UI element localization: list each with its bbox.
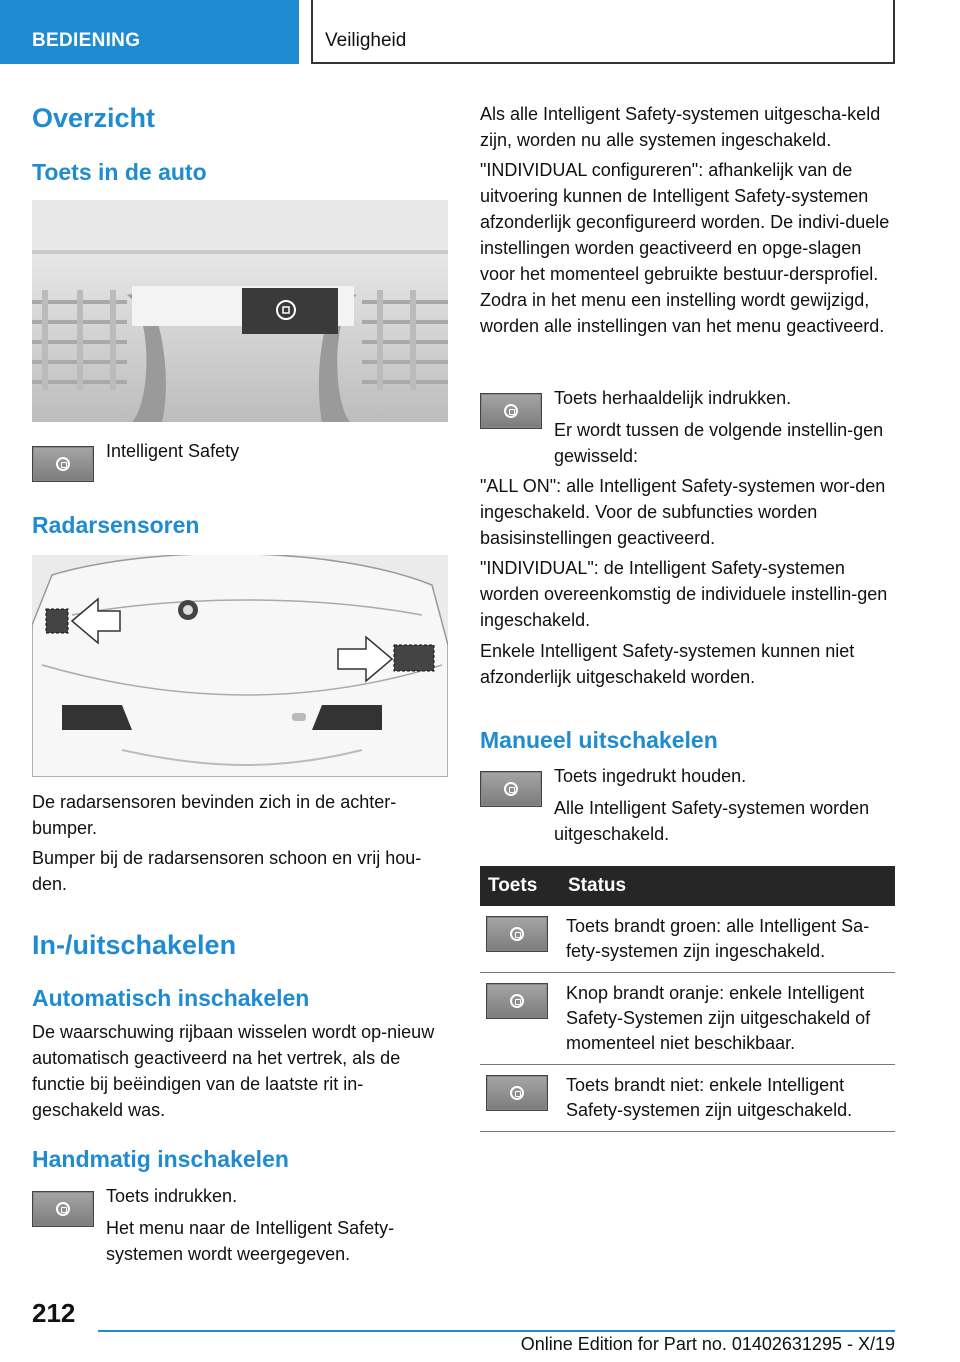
auto-heading: Automatisch inschakelen: [32, 985, 310, 1011]
table-row: [480, 973, 895, 1065]
section-tab[interactable]: [0, 0, 299, 64]
intelligent-safety-button-icon: [486, 1075, 548, 1111]
radar-heading: Radarsensoren: [32, 512, 200, 538]
press-paragraph-1: Toets herhaaldelijk indrukken.: [554, 388, 792, 408]
chapter-tab: [311, 0, 895, 64]
dashboard-photo: [32, 200, 448, 422]
table-header-row: [480, 866, 895, 906]
manual-heading: Manueel uitschakelen: [480, 727, 718, 753]
all-on-paragraph: "ALL ON": alle Intelligent Safety-systemen wor-den ingeschakeld. Voor de subfuncties worden basisinstellingen geactiveerd.: [480, 476, 886, 548]
radar-paragraph-2: Bumper bij de radarsensoren schoon en vrij hou-den.: [32, 848, 422, 894]
section-label: BEDIENING: [32, 30, 141, 51]
individual-paragraph: "INDIVIDUAL": de Intelligent Safety-systemen worden overeenkomstig de individuele instellin-gen ingeschakeld.: [480, 558, 888, 630]
table-row: [480, 1065, 895, 1132]
status-cell: Toets brandt groen: alle Intelligent Sa-fety-systemen zijn ingeschakeld.: [560, 906, 895, 973]
intelligent-safety-button-icon[interactable]: [32, 446, 94, 482]
intelligent-safety-button-icon[interactable]: [32, 1191, 94, 1227]
hand-paragraph-1: Toets indrukken.: [106, 1186, 238, 1206]
status-cell: Knop brandt oranje: enkele Intelligent Safety-Systemen zijn uitgeschakeld of momenteel niet beschikbaar.: [560, 973, 895, 1065]
radar-paragraph-1: De radarsensoren bevinden zich in de achter-bumper.: [32, 792, 397, 838]
hand-paragraph-2: Het menu naar de Intelligent Safety-systemen wordt weergegeven.: [106, 1218, 395, 1264]
intelligent-safety-button-icon[interactable]: [480, 771, 542, 807]
hand-heading: Handmatig inschakelen: [32, 1146, 289, 1172]
inuit-heading: In-/uitschakelen: [32, 930, 237, 960]
rear-bumper-photo: [32, 555, 448, 777]
status-cell: Toets brandt niet: enkele Intelligent Safety-systemen zijn uitgeschakeld.: [560, 1065, 895, 1132]
intelligent-safety-button-icon[interactable]: [480, 393, 542, 429]
page-title: Overzicht: [32, 103, 156, 133]
manual-paragraph-2: Alle Intelligent Safety-systemen worden uitgeschakeld.: [554, 798, 870, 844]
press-paragraph-2: Er wordt tussen de volgende instellin-gen gewisseld:: [554, 420, 884, 466]
footer-divider: [98, 1330, 895, 1332]
chapter-label: Veiligheid: [325, 30, 407, 51]
icon-label: Intelligent Safety: [106, 441, 240, 461]
intelligent-safety-button-icon: [486, 983, 548, 1019]
enkele-paragraph: Enkele Intelligent Safety-systemen kunnen niet afzonderlijk uitgeschakeld worden.: [480, 641, 855, 687]
table-row: [480, 906, 895, 973]
manual-paragraph-1: Toets ingedrukt houden.: [554, 766, 747, 786]
page-number: 212: [32, 1298, 76, 1328]
column-header-toets: Toets: [480, 866, 560, 906]
edition-text: Online Edition for Part no. 01402631295 - X/19: [520, 1334, 895, 1354]
toets-heading: Toets in de auto: [32, 159, 207, 185]
column-header-status: Status: [560, 866, 895, 906]
auto-paragraph: De waarschuwing rijbaan wisselen wordt op-nieuw automatisch geactiveerd na het vertrek, als de functie bij beëindigen van de laatste rit in-geschakeld was.: [32, 1022, 435, 1120]
right-paragraph-1: Als alle Intelligent Safety-systemen uitgescha-keld zijn, worden nu alle systemen ingeschakeld.: [480, 104, 881, 150]
right-paragraph-2: "INDIVIDUAL configureren": afhankelijk van de uitvoering kunnen de Intelligent Safety-systemen afzonderlijk geconfigureerd worden. De indivi-duele instellingen worden geactiveerd en opge-slagen voor het momenteel gebruikte bestuur-dersprofiel. Zodra in het menu een instelling wordt gewijzigd, worden alle instellingen van het menu geactiveerd.: [480, 160, 890, 336]
status-table: [480, 866, 895, 1132]
intelligent-safety-button-icon: [486, 916, 548, 952]
